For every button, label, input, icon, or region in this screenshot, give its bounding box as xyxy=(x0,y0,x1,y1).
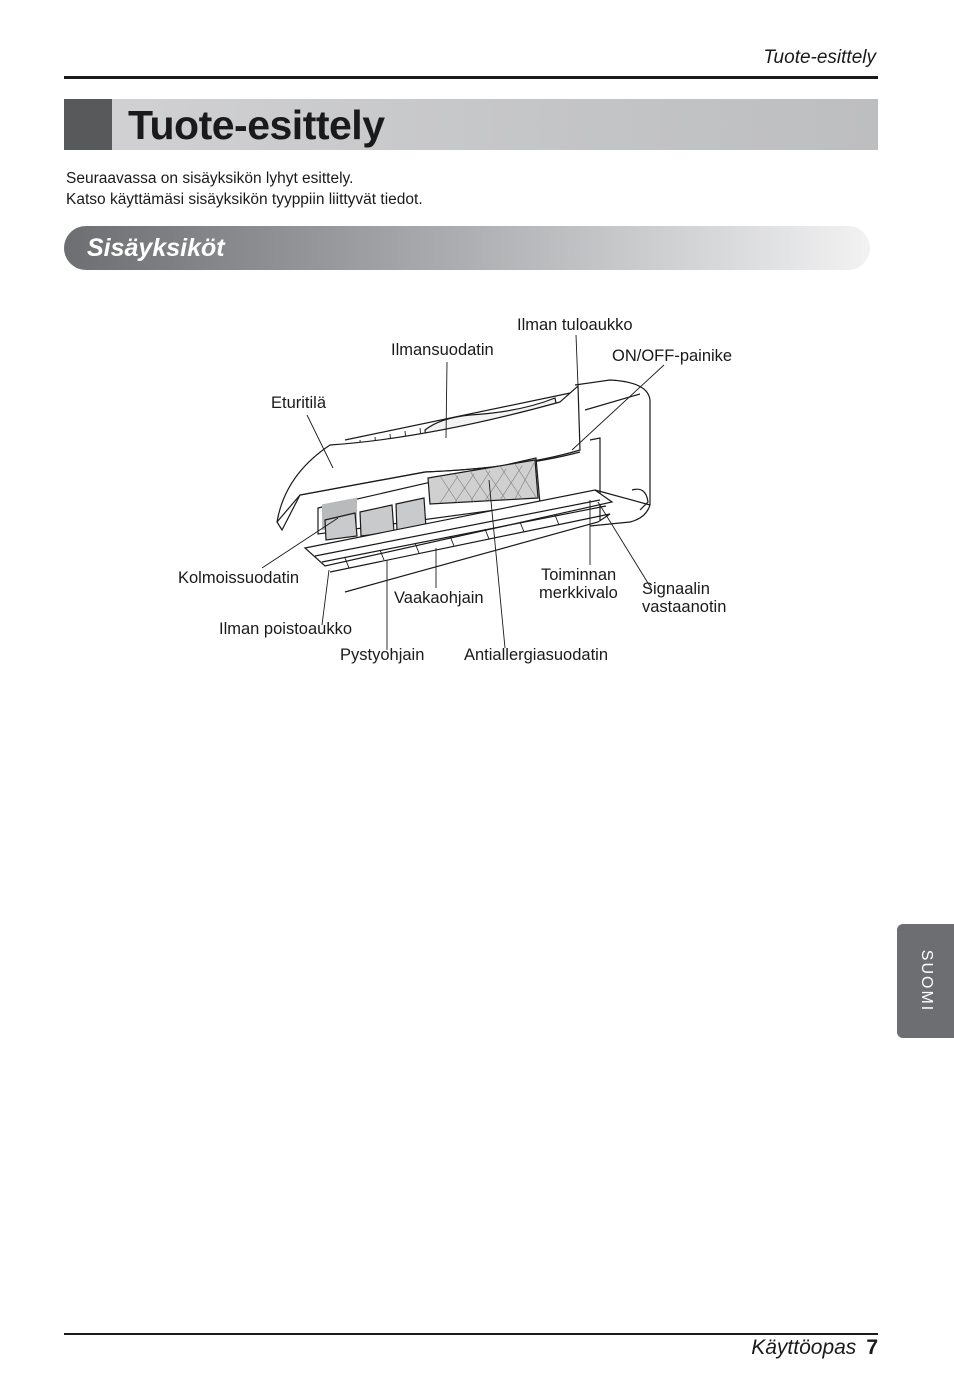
section-bar xyxy=(64,226,870,270)
bottom-rule xyxy=(64,1333,878,1335)
label-ilman-poistoaukko: Ilman poistoaukko xyxy=(219,620,352,638)
language-tab xyxy=(897,924,954,1038)
top-rule xyxy=(64,76,878,79)
footer-manual-name: Käyttöopas xyxy=(751,1336,857,1359)
label-eturitila: Eturitilä xyxy=(271,394,327,412)
intro-line-1: Seuraavassa on sisäyksikön lyhyt esittely. xyxy=(66,170,354,187)
intro-text xyxy=(66,168,423,210)
language-tab-label: SUOMI xyxy=(917,949,935,1013)
label-ilman-tuloaukko: Ilman tuloaukko xyxy=(517,316,633,334)
indoor-unit-figure xyxy=(0,290,954,690)
label-kolmoissuodatin: Kolmoissuodatin xyxy=(178,569,300,587)
label-toiminnan-line1: Toiminnan xyxy=(541,566,617,584)
running-header: Tuote-esittely xyxy=(763,47,876,68)
label-signaalin-line1: Signaalin xyxy=(642,580,710,598)
intro-line-2: Katso käyttämäsi sisäyksikön tyyppiin liittyvät tiedot. xyxy=(66,191,423,208)
label-on-off-painike: ON/OFF-painike xyxy=(612,347,733,365)
page-footer xyxy=(751,1336,878,1360)
label-ilmansuodatin: Ilmansuodatin xyxy=(391,341,494,359)
label-pystyohjain: Pystyohjain xyxy=(340,646,425,664)
page-title: Tuote-esittely xyxy=(128,102,385,148)
label-toiminnan-line2: merkkivalo xyxy=(539,584,618,602)
label-antiallergiasuodatin: Antiallergiasuodatin xyxy=(464,646,609,664)
page-number: 7 xyxy=(866,1336,878,1359)
title-bar xyxy=(64,99,878,150)
title-block xyxy=(64,99,112,150)
label-signaalin-line2: vastaanotin xyxy=(642,598,727,616)
section-title: Sisäyksiköt xyxy=(87,234,225,262)
label-vaakaohjain: Vaakaohjain xyxy=(394,589,484,607)
